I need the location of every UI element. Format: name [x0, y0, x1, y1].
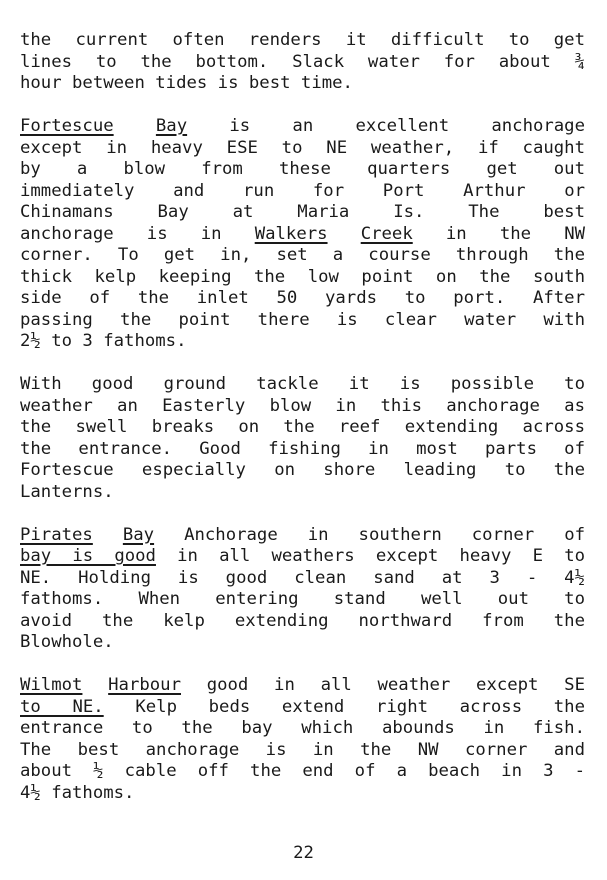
page-number: 22	[293, 843, 314, 863]
underlined-place-name: to NE.	[20, 696, 104, 717]
text-run: entrance to the bay which abounds in fish.	[20, 718, 585, 738]
underlined-place-name: Harbour	[108, 675, 181, 695]
text-line	[20, 675, 585, 697]
paragraph-gap	[20, 654, 585, 676]
text-line	[20, 417, 585, 439]
text-run: hour between tides is best time.	[20, 73, 353, 93]
paragraph	[20, 30, 585, 95]
body-text	[20, 30, 585, 804]
text-line	[20, 159, 585, 181]
text-run: thick kelp keeping the low point on the south	[20, 266, 585, 287]
text-line	[20, 138, 585, 160]
text-run: passing the point there is clear water with	[20, 309, 585, 330]
text-line	[20, 224, 585, 246]
underlined-place-name: Creek	[360, 223, 413, 244]
text-run: Kelp beds extend right across the	[103, 696, 585, 717]
text-run	[328, 224, 361, 244]
text-run: corner. To get in, set a course through the	[20, 245, 585, 265]
text-line	[20, 396, 585, 418]
underlined-place-name: Fortescue	[20, 116, 114, 136]
text-run: fathoms. When entering stand well out to	[20, 589, 585, 609]
text-run: in all weathers except heavy E to	[155, 546, 585, 566]
text-run: Blowhole.	[20, 632, 114, 652]
text-run: side of the inlet 50 yards to port. After	[20, 288, 585, 308]
text-line	[20, 718, 585, 740]
text-run: weather an Easterly blow in this anchorage as	[20, 395, 585, 416]
text-run	[82, 675, 108, 695]
text-line	[20, 73, 585, 95]
text-line	[20, 202, 585, 224]
text-line	[20, 245, 585, 267]
paragraph-gap	[20, 95, 585, 117]
text-run: Anchorage in southern corner of	[154, 524, 586, 545]
text-run: anchorage is in	[20, 223, 255, 244]
underlined-place-name: Bay	[122, 524, 155, 545]
text-line	[20, 52, 585, 74]
text-run: 2½ to 3 fathoms.	[20, 331, 187, 351]
text-run: is an excellent anchorage	[187, 116, 585, 136]
text-line	[20, 310, 585, 332]
text-run: the swell breaks on the reef extending across	[20, 417, 585, 437]
text-run: lines to the bottom. Slack water for about ¾	[20, 51, 585, 72]
text-run: the entrance. Good fishing in most parts of	[20, 438, 585, 459]
text-run: about ½ cable off the end of a beach in 3 -	[20, 761, 585, 781]
text-line	[20, 181, 585, 203]
text-line	[20, 568, 585, 590]
text-run: With good ground tackle it is possible to	[20, 374, 585, 394]
text-line	[20, 482, 585, 504]
text-line	[20, 116, 585, 138]
text-run: Fortescue especially on shore leading to the	[20, 460, 585, 480]
text-line	[20, 460, 585, 482]
paragraph	[20, 374, 585, 503]
text-run	[93, 525, 123, 545]
text-run: in the NW	[412, 223, 586, 244]
text-line	[20, 546, 585, 568]
text-line	[20, 611, 585, 633]
text-run	[114, 116, 156, 136]
text-line	[20, 761, 585, 783]
text-line	[20, 632, 585, 654]
text-run: immediately and run for Port Arthur or	[20, 180, 585, 201]
text-run: Lanterns.	[20, 481, 114, 502]
text-run: good in all weather except SE	[181, 675, 585, 695]
underlined-place-name: bay is good	[20, 546, 156, 566]
underlined-place-name: Pirates	[20, 524, 93, 545]
text-run: avoid the kelp extending northward from the	[20, 610, 585, 631]
text-line	[20, 525, 585, 547]
paragraph	[20, 116, 585, 353]
text-line	[20, 439, 585, 461]
text-line	[20, 374, 585, 396]
text-line	[20, 267, 585, 289]
text-run: by a blow from these quarters get out	[20, 159, 585, 179]
text-line	[20, 331, 585, 353]
underlined-place-name: Wilmot	[20, 675, 83, 695]
text-line	[20, 740, 585, 762]
underlined-place-name: Bay	[155, 116, 188, 136]
text-run: except in heavy ESE to NE weather, if caught	[20, 137, 585, 158]
text-line	[20, 288, 585, 310]
text-run: the current often renders it difficult to get	[20, 30, 585, 50]
paragraph	[20, 525, 585, 654]
paragraph	[20, 675, 585, 804]
text-run: 4½ fathoms.	[20, 782, 135, 803]
paragraph-gap	[20, 353, 585, 375]
text-run: NE. Holding is good clean sand at 3 - 4½	[20, 567, 585, 588]
text-line	[20, 589, 585, 611]
paragraph-gap	[20, 503, 585, 525]
text-line	[20, 783, 585, 805]
underlined-place-name: Walkers	[254, 223, 328, 244]
text-line	[20, 697, 585, 719]
text-run: Chinamans Bay at Maria Is. The best	[20, 202, 585, 222]
text-line	[20, 30, 585, 52]
text-run: The best anchorage is in the NW corner and	[20, 739, 585, 760]
